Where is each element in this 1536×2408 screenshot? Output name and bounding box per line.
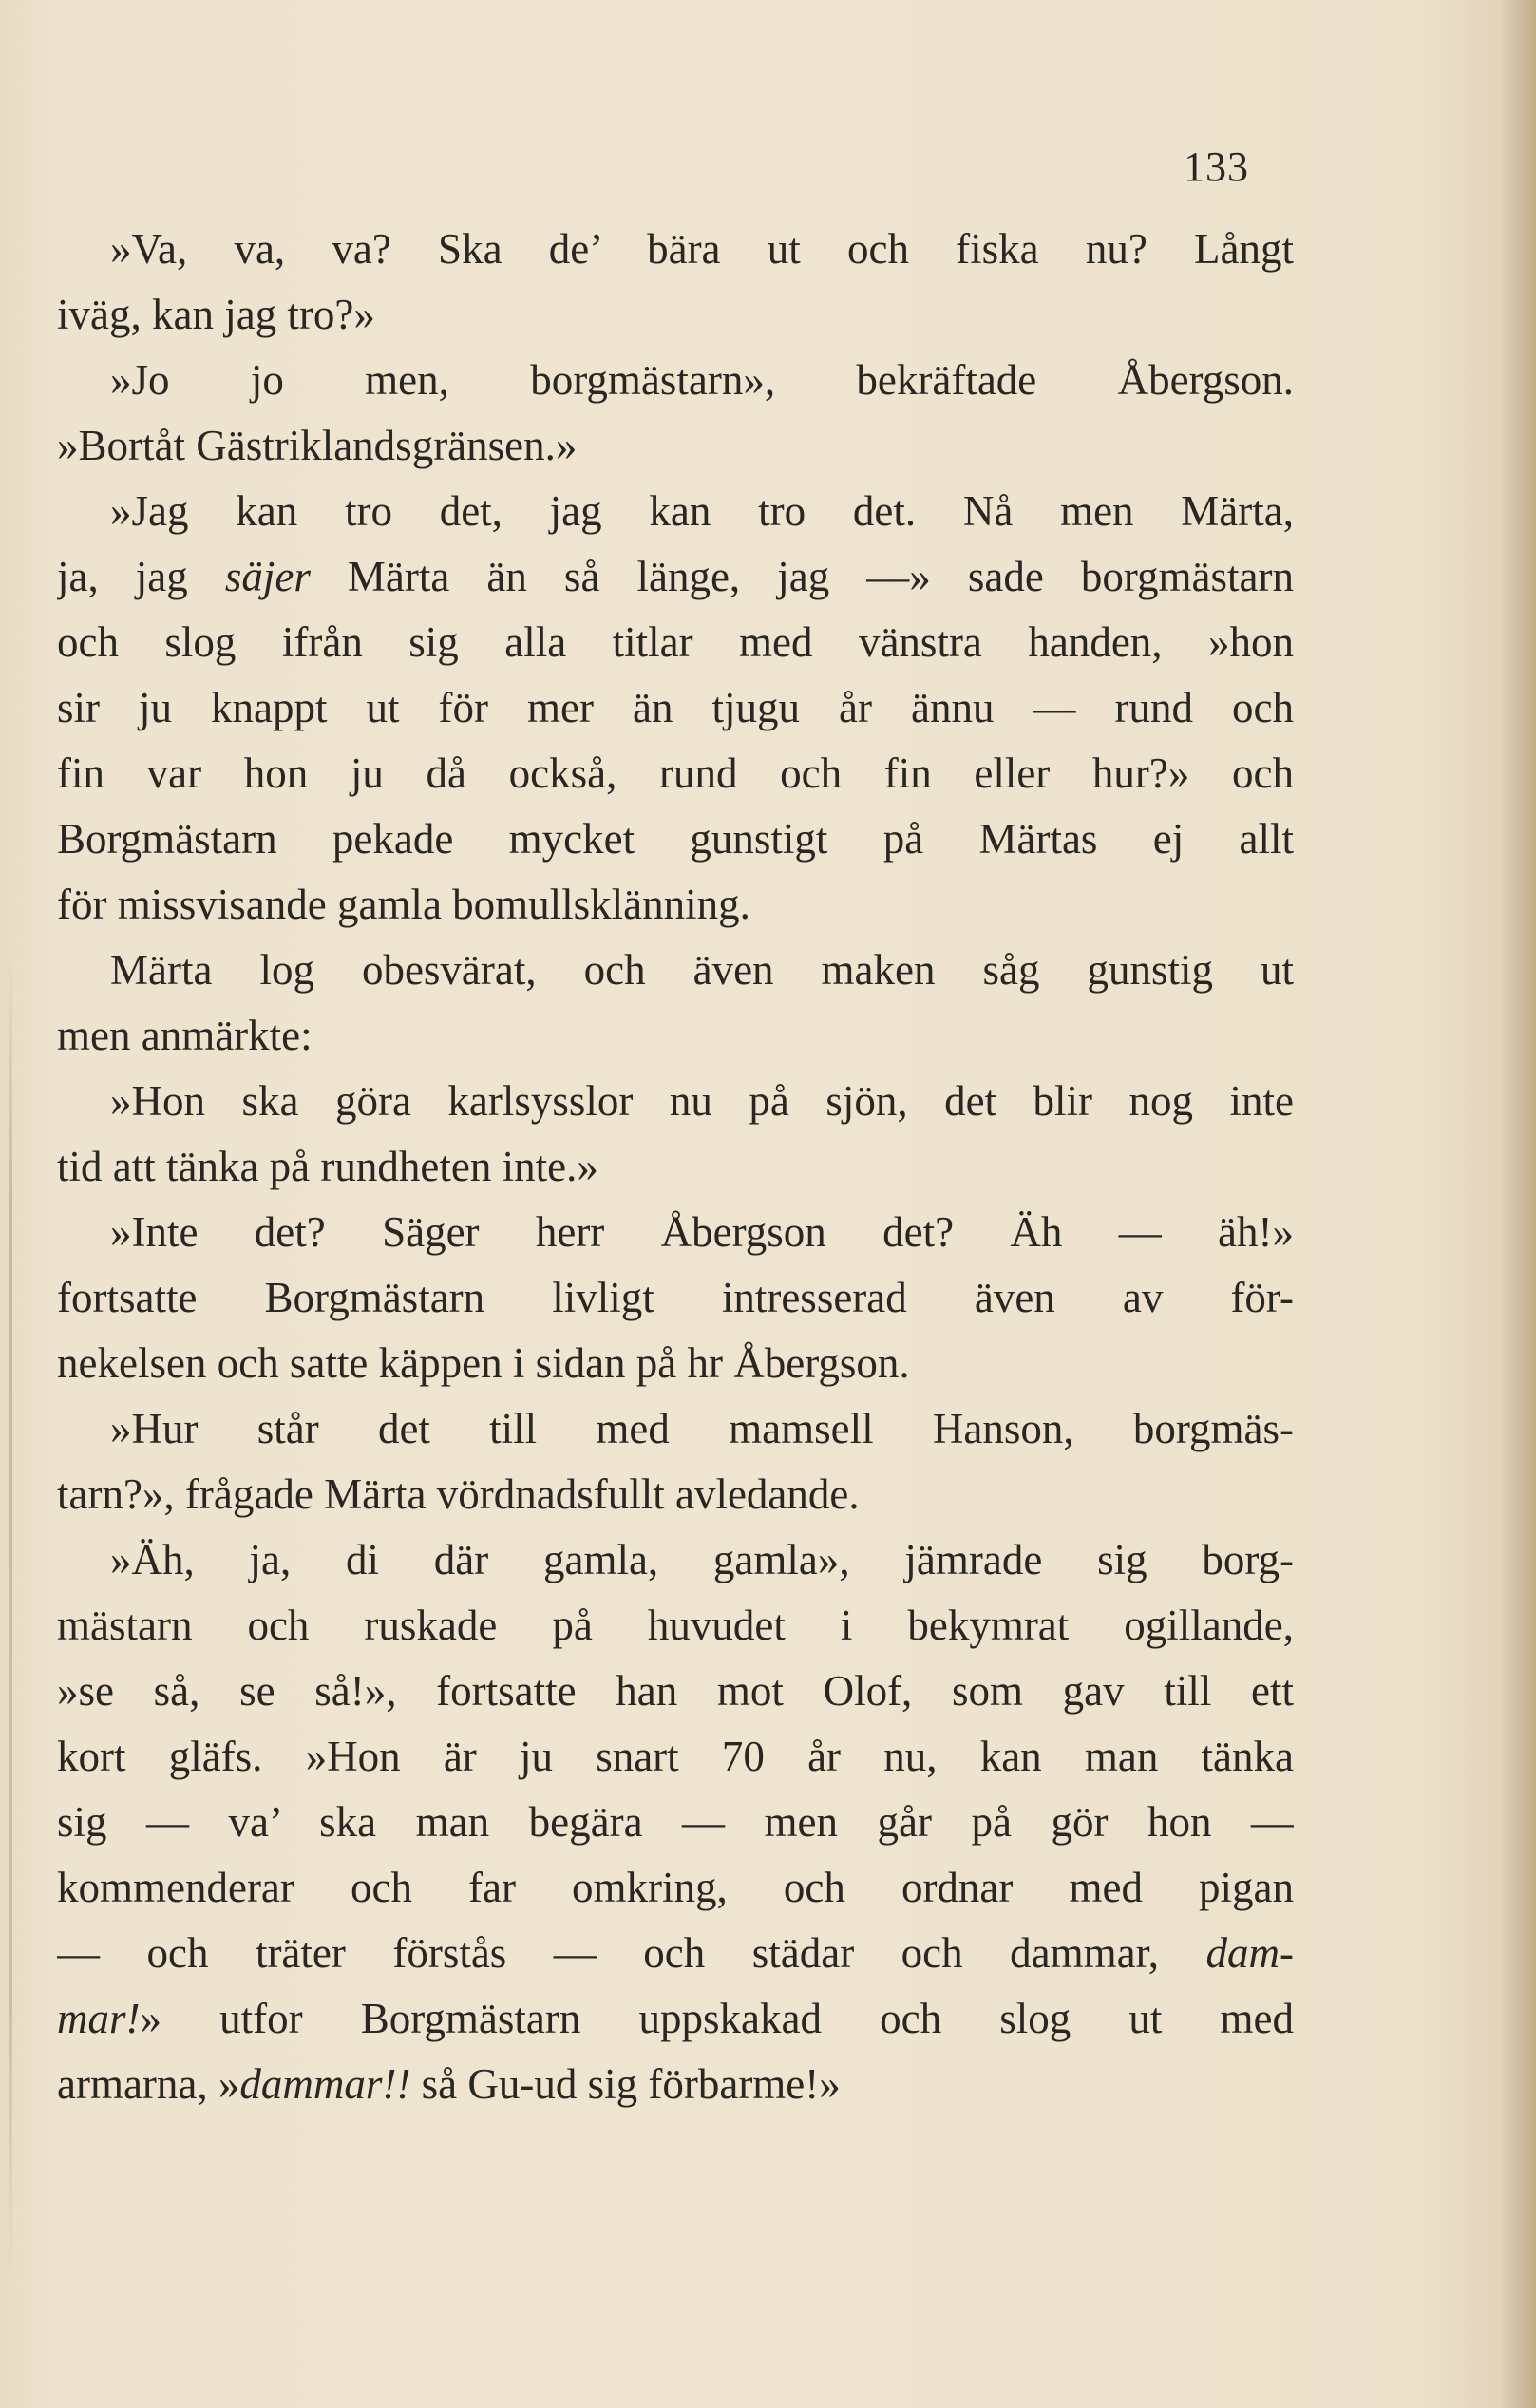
binding-gutter <box>9 950 12 2280</box>
text-line: nekelsen och satte käppen i sidan på hr Åbergson. <box>57 1339 910 1387</box>
text-line <box>57 1921 1294 1986</box>
text-line <box>57 544 1294 610</box>
text-line: iväg, kan jag tro?» <box>57 291 375 338</box>
text-line: för missvisande gamla bomullsklänning. <box>57 881 750 928</box>
text-run: Märta än så länge, jag —» sade borgmästarn <box>310 553 1294 600</box>
text-line: fin var hon ju då också, rund och fin eller hur?» och <box>57 749 1294 797</box>
text-line: och slog ifrån sig alla titlar med vänstra handen, »hon <box>57 618 1294 666</box>
text-line: »Va, va, va? Ska de’ bära ut och fiska nu? Långt <box>110 225 1294 273</box>
emphasis-run: dam- <box>1205 1929 1294 1977</box>
text-line <box>57 1986 1294 2052</box>
text-line: tarn?», frågade Märta vördnadsfullt avledande. <box>57 1470 860 1518</box>
text-line: kommenderar och far omkring, och ordnar med pigan <box>57 1864 1294 1911</box>
text-line: fortsatte Borgmästarn livligt intresserad även av för- <box>57 1274 1294 1321</box>
text-run: armarna, » <box>57 2060 240 2108</box>
text-line: Märta log obesvärat, och även maken såg gunstig ut <box>110 946 1294 994</box>
emphasis-run: mar! <box>57 1995 141 2042</box>
text-line: Borgmästarn pekade mycket gunstigt på Märtas ej allt <box>57 815 1294 863</box>
text-line: sig — va’ ska man begära — men går på gör hon — <box>57 1798 1294 1846</box>
text-line: »Bortåt Gästriklandsgränsen.» <box>57 422 578 469</box>
text-line: »Jag kan tro det, jag kan tro det. Nå men Märta, <box>110 487 1294 535</box>
text-line: »se så, se så!», fortsatte han mot Olof, som gav till ett <box>57 1667 1294 1715</box>
text-line: »Hur står det till med mamsell Hanson, borgmäs- <box>110 1405 1294 1452</box>
text-run: » utfor Borgmästarn uppskakad och slog ut med <box>140 1995 1294 2042</box>
text-line <box>57 2052 1294 2117</box>
page-number: 133 <box>1184 143 1249 190</box>
text-line: »Inte det? Säger herr Åbergson det? Äh — äh!» <box>110 1208 1294 1256</box>
text-run: ja, jag <box>57 553 225 600</box>
text-run: — och träter förstås — och städar och dammar, <box>57 1929 1206 1977</box>
text-line: sir ju knappt ut för mer än tjugu år ännu — rund och <box>57 684 1294 731</box>
emphasis-run: säjer <box>224 553 311 600</box>
text-line: mästarn och ruskade på huvudet i bekymrat ogillande, <box>57 1602 1294 1649</box>
text-line: men anmärkte: <box>57 1012 313 1059</box>
body-text <box>57 217 1294 2117</box>
emphasis-run: dammar!! <box>239 2060 411 2108</box>
text-line: kort gläfs. »Hon är ju snart 70 år nu, kan man tänka <box>57 1733 1294 1780</box>
text-line: »Äh, ja, di där gamla, gamla», jämrade sig borg- <box>110 1536 1294 1583</box>
text-line: »Hon ska göra karlsysslor nu på sjön, det blir nog inte <box>110 1077 1294 1125</box>
page-edge-shadow <box>1500 0 1536 2408</box>
text-line: tid att tänka på rundheten inte.» <box>57 1143 598 1190</box>
text-line: »Jo jo men, borgmästarn», bekräftade Åbergson. <box>110 356 1294 404</box>
text-run: så Gu-ud sig förbarme!» <box>410 2060 841 2108</box>
